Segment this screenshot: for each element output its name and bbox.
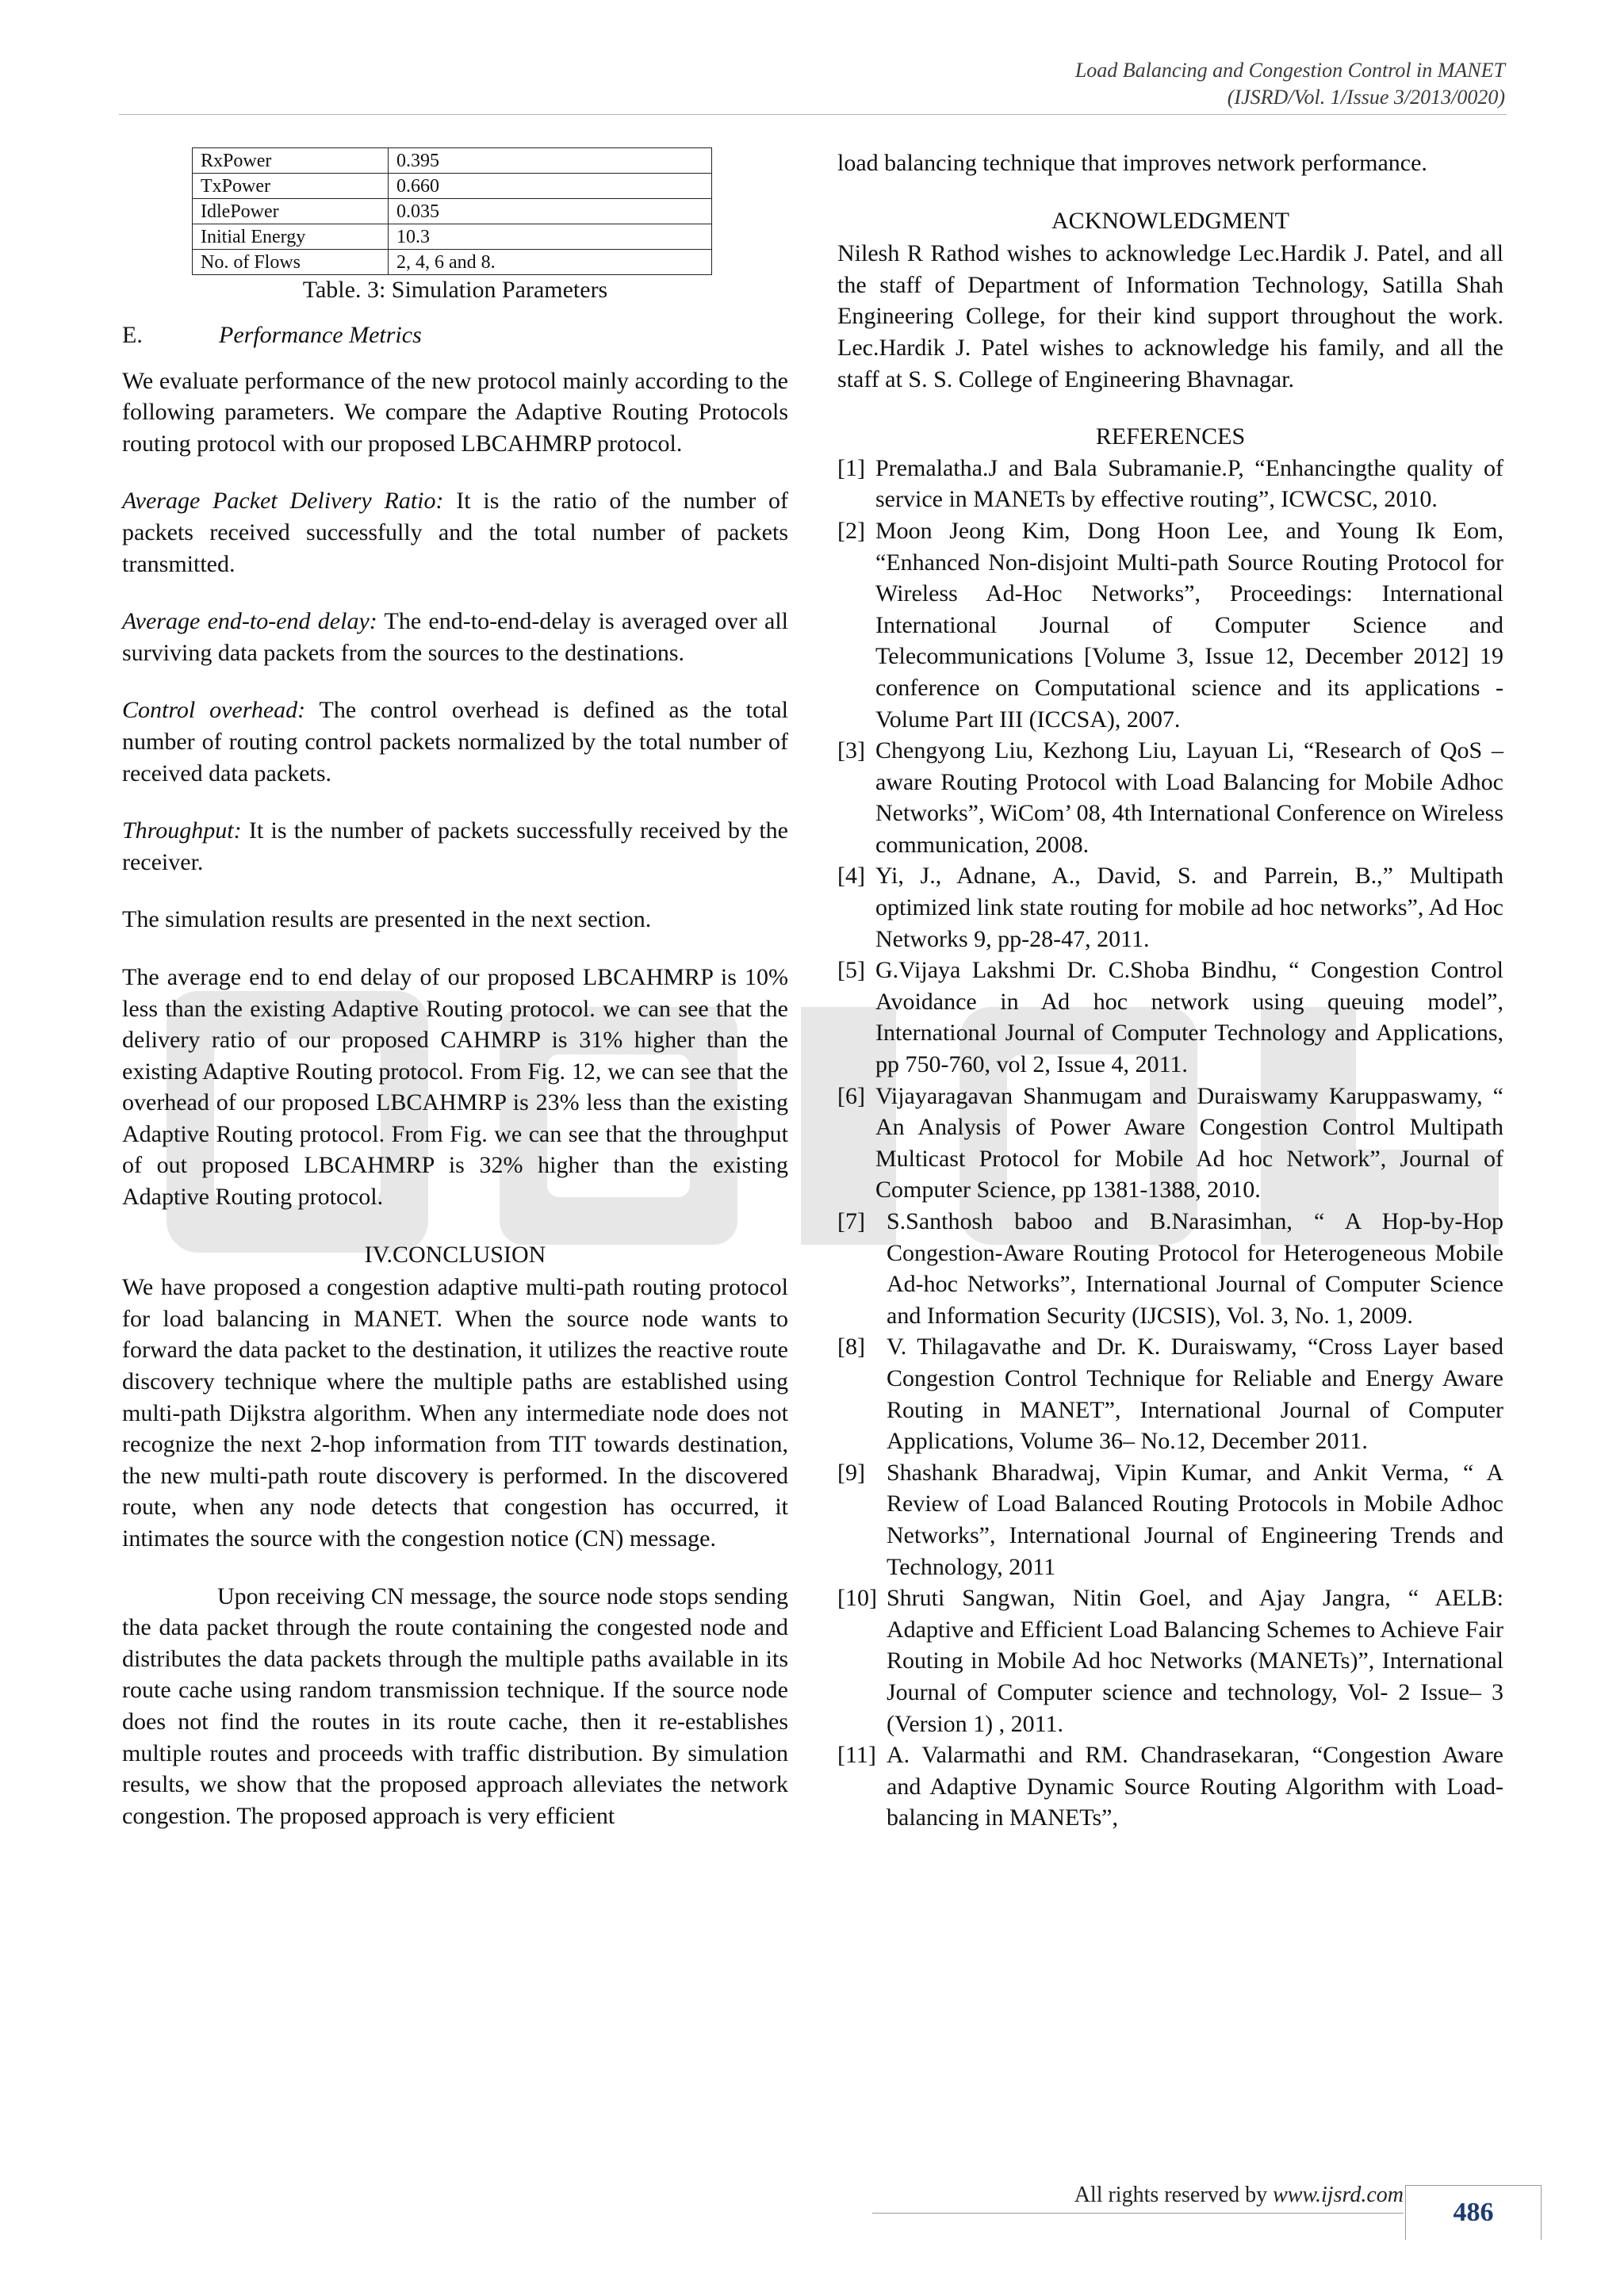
- table-cell: TxPower: [193, 174, 389, 199]
- table-cell: 2, 4, 6 and 8.: [389, 250, 712, 275]
- section-title: Performance Metrics: [219, 322, 422, 348]
- table-cell: IdlePower: [193, 199, 389, 224]
- table-row: [193, 224, 712, 250]
- right-column: [837, 147, 1503, 1834]
- acknowledgment-heading: ACKNOWLEDGMENT: [1051, 207, 1289, 234]
- table-cell: 0.660: [389, 174, 712, 199]
- reference-text: Yi, J., Adnane, A., David, S. and Parrein, B.,” Multipath optimized link state routing for mobile ad hoc networks”, Ad Hoc Networks 9, pp-28-47, 2011.: [875, 863, 1503, 952]
- reference-text: S.Santhosh baboo and B.Narasimhan, “ A Hop-by-Hop Congestion-Aware Routing Protocol for Heterogeneous Mobile Ad-hoc Networks”, International Journal of Computer Science and Information Security (IJCSIS), Vol. 3, No. 1, 2009.: [887, 1208, 1503, 1329]
- metric-term: Throughput:: [122, 817, 242, 844]
- reference-number: [4]: [837, 863, 865, 890]
- left-column: [122, 147, 788, 1831]
- header-rule: [119, 114, 1507, 115]
- metric-paragraph: [122, 485, 788, 580]
- reference-number: [7]: [837, 1208, 865, 1234]
- conclusion-heading: IV.CONCLUSION: [364, 1241, 546, 1268]
- reference-number: [10]: [837, 1585, 877, 1612]
- conclusion-paragraph-2: Upon receiving CN message, the source node stops sending the data packet through the route containing the congested node and distributes the data packets through the multiple paths available in its route cache using random transmission technique. If the source node does not find the routes in its route cache, then it re-establishes multiple routes and proceeds with traffic distribution. By simulation results, we show that the proposed approach alleviates the network congestion. The proposed approach is very efficient: [122, 1582, 788, 1829]
- next-section-note: The simulation results are presented in the next section.: [122, 906, 652, 933]
- reference-text: A. Valarmathi and RM. Chandrasekaran, “Congestion Aware and Adaptive Dynamic Source Routing Algorithm with Load-balancing in MANETs”,: [887, 1742, 1503, 1831]
- metric-paragraph: [122, 815, 788, 878]
- acknowledgment-text: Nilesh R Rathod wishes to acknowledge Lec.Hardik J. Patel, and all the staff of Department of Information Technology, Satilla Shah Engineering College, for their kind support throughout the work. Lec.Hardik J. Patel wishes to acknowledge his family, and all the staff at S. S. College of Engineering Bhavnagar.: [837, 240, 1503, 392]
- reference-item: [837, 735, 1503, 860]
- table-cell: Initial Energy: [193, 224, 389, 250]
- reference-item: [837, 860, 1503, 955]
- table-row: [193, 199, 712, 224]
- simulation-parameters-table: [192, 147, 712, 275]
- reference-item: [837, 1739, 1503, 1834]
- reference-item: [837, 1081, 1503, 1206]
- footer-site-link[interactable]: www.ijsrd.com: [1273, 2183, 1404, 2207]
- table-cell: 0.395: [389, 148, 712, 174]
- reference-number: [5]: [837, 957, 865, 984]
- metric-term: Average Packet Delivery Ratio:: [122, 488, 444, 515]
- page-number-box: [1405, 2185, 1542, 2240]
- metric-term: Average end-to-end delay:: [122, 608, 377, 635]
- reference-item: [837, 1331, 1503, 1456]
- reference-item: [837, 515, 1503, 735]
- reference-item: [837, 1206, 1503, 1331]
- table-row: [193, 250, 712, 275]
- metric-text: It is the number of packets successfully received by the receiver.: [122, 817, 788, 875]
- reference-item: [837, 955, 1503, 1080]
- results-paragraph: The average end to end delay of our proposed LBCAHMRP is 10% less than the existing Adaptive Routing protocol. we can see that the delivery ratio of our proposed CAHMRP is 31% higher than the existing Adaptive Routing protocol. From Fig. 12, we can see that the overhead of our proposed LBCAHMRP is 23% less than the existing Adaptive Routing protocol. From Fig. we can see that the throughput of out proposed LBCAHMRP is 32% higher than the existing Adaptive Routing protocol.: [122, 963, 788, 1211]
- conclusion-paragraph-2-continued: load balancing technique that improves network performance.: [837, 150, 1427, 176]
- conclusion-paragraph-1: We have proposed a congestion adaptive multi-path routing protocol for load balancing in MANET. When the source node wants to forward the data packet to the destination, it utilizes the reactive route discovery technique where the multiple paths are established using multi-path Dijkstra algorithm. When any intermediate node does not recognize the next 2-hop information from TIT towards destination, the new multi-path route discovery is performed. In the discovered route, when any node detects that congestion has occurred, it intimates the source with the congestion notice (CN) message.: [122, 1274, 788, 1552]
- table-cell: RxPower: [193, 148, 389, 174]
- reference-item: [837, 453, 1503, 515]
- header-issue: (IJSRD/Vol. 1/Issue 3/2013/0020): [1227, 86, 1505, 109]
- reference-text: Shruti Sangwan, Nitin Goel, and Ajay Jangra, “ AELB: Adaptive and Efficient Load Balancing Schemes to Achieve Fair Routing in Mobile Ad hoc Networks (MANETs)”, International Journal of Computer science and technology, Vol- 2 Issue– 3 (Version 1) , 2011.: [887, 1585, 1503, 1737]
- metric-term: Control overhead:: [122, 697, 306, 724]
- reference-text: Chengyong Liu, Kezhong Liu, Layuan Li, “Research of QoS –aware Routing Protocol with Load Balancing for Mobile Adhoc Networks”, WiCom’ 08, 4th International Conference on Wireless communication, 2008.: [875, 737, 1503, 858]
- reference-number: [9]: [837, 1459, 865, 1486]
- reference-list: [837, 453, 1503, 1834]
- reference-number: [8]: [837, 1334, 865, 1360]
- reference-number: [11]: [837, 1742, 876, 1769]
- metric-text: It is the ratio of the number of packets received successfully and the total number of packets transmitted.: [122, 488, 789, 577]
- reference-text: V. Thilagavathe and Dr. K. Duraiswamy, “Cross Layer based Congestion Control Technique for Reliable and Energy Aware Routing in MANET”, International Journal of Computer Applications, Volume 36– No.12, December 2011.: [887, 1334, 1503, 1455]
- metrics-intro: We evaluate performance of the new protocol mainly according to the following parameters. We compare the Adaptive Routing Protocols routing protocol with our proposed LBCAHMRP protocol.: [122, 367, 788, 457]
- table-row: [193, 174, 712, 199]
- reference-item: [837, 1457, 1503, 1582]
- footer-rights: [1031, 2182, 1404, 2209]
- table-cell: 10.3: [389, 224, 712, 250]
- table-caption: Table. 3: Simulation Parameters: [302, 277, 608, 303]
- header-title: Load Balancing and Congestion Control in MANET: [1074, 59, 1505, 82]
- reference-text: Premalatha.J and Bala Subramanie.P, “Enhancingthe quality of service in MANETs by effective routing”, ICWCSC, 2010.: [875, 454, 1503, 513]
- references-heading: REFERENCES: [1095, 423, 1246, 450]
- section-heading-e: [122, 320, 788, 351]
- table-row: [193, 148, 712, 174]
- footer-rule: [872, 2213, 1404, 2214]
- reference-text: Shashank Bharadwaj, Vipin Kumar, and Ankit Verma, “ A Review of Load Balanced Routing Protocols in Mobile Adhoc Networks”, International Journal of Engineering Trends and Technology, 2011: [887, 1459, 1503, 1580]
- reference-item: [837, 1582, 1503, 1739]
- reference-number: [2]: [837, 517, 865, 544]
- section-number: E.: [122, 322, 143, 348]
- metric-paragraph: [122, 606, 788, 668]
- running-header: [1075, 57, 1505, 111]
- reference-text: Moon Jeong Kim, Dong Hoon Lee, and Young Ik Eom, “Enhanced Non-disjoint Multi-path Source Routing Protocol for Wireless Ad-Hoc Networks”, Proceedings: International International Journal of Computer Science and Telecommunications [Volume 3, Issue 12, December 2012] 19 conference on Computational science and its applications - Volume Part III (ICCSA), 2007.: [875, 517, 1503, 733]
- footer-rights-text: All rights reserved by: [1074, 2183, 1274, 2207]
- reference-text: Vijayaragavan Shanmugam and Duraiswamy Karuppaswamy, “ An Analysis of Power Aware Congestion Control Multipath Multicast Protocol for Mobile Ad hoc Network”, Journal of Computer Science, pp 1381-1388, 2010.: [875, 1082, 1503, 1203]
- metric-paragraph: [122, 695, 788, 789]
- reference-number: [1]: [837, 454, 865, 481]
- reference-text: G.Vijaya Lakshmi Dr. C.Shoba Bindhu, “ Congestion Control Avoidance in Ad hoc network using queuing model”, International Journal of Computer Technology and Applications, pp 750-760, vol 2, Issue 4, 2011.: [875, 957, 1503, 1078]
- table-cell: No. of Flows: [193, 250, 389, 275]
- reference-number: [6]: [837, 1082, 865, 1109]
- page-number: 486: [1453, 2198, 1494, 2227]
- reference-number: [3]: [837, 737, 865, 764]
- metric-text: The end-to-end-delay is averaged over all surviving data packets from the sources to the destinations.: [122, 608, 788, 666]
- metric-text: The control overhead is defined as the total number of routing control packets normalized by the total number of received data packets.: [122, 697, 788, 786]
- table-cell: 0.035: [389, 199, 712, 224]
